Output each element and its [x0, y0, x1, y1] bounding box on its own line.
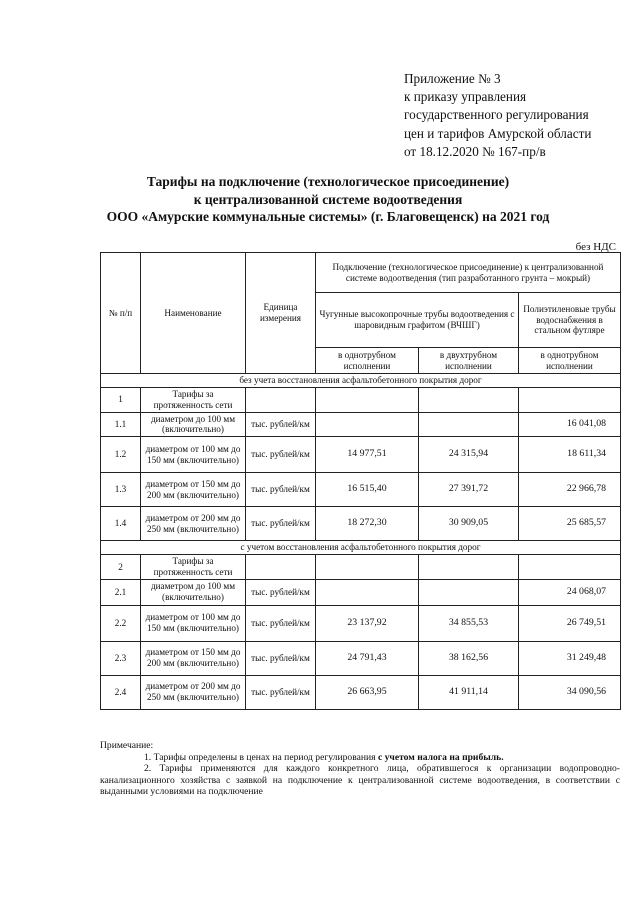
row-value-single-cast: [316, 412, 419, 437]
row-num: 2.1: [101, 579, 141, 605]
row-name: диаметром до 100 мм (включительно): [141, 412, 246, 437]
table-row: [101, 507, 621, 541]
table-row: [101, 388, 621, 413]
document-title: [88, 173, 568, 226]
row-name: диаметром от 150 мм до 200 мм (включительно): [141, 473, 246, 507]
table-row: [101, 605, 621, 641]
row-value-double-cast: [419, 579, 519, 605]
row-value-single-cast: 26 663,95: [316, 675, 419, 709]
table-row: [101, 437, 621, 473]
row-num: 2.2: [101, 605, 141, 641]
table-row: [101, 473, 621, 507]
row-unit: тыс. рублей/км: [246, 641, 316, 675]
row-unit: тыс. рублей/км: [246, 675, 316, 709]
header-connection-group: Подключение (технологическое присоединение) к централизованной системе водоотведения (тип разработанного грунта – мокрый): [316, 253, 621, 293]
row-value-single-cast: 18 272,30: [316, 507, 419, 541]
row-value-double-cast: [419, 555, 519, 580]
row-value-single-pe: 25 685,57: [519, 507, 621, 541]
row-value-single-cast: 16 515,40: [316, 473, 419, 507]
row-value-double-cast: 41 911,14: [419, 675, 519, 709]
header-unit: Единица измерения: [246, 253, 316, 374]
row-unit: тыс. рублей/км: [246, 507, 316, 541]
row-num: 1.4: [101, 507, 141, 541]
row-value-single-pe: 34 090,56: [519, 675, 621, 709]
row-value-double-cast: 34 855,53: [419, 605, 519, 641]
row-value-single-pe: [519, 555, 621, 580]
row-value-double-cast: [419, 412, 519, 437]
note-2: 2. Тарифы применяются для каждого конкретного лица, обратившегося к организации водопроводно-канализационного хозяйства с заявкой на подключение к централизованной системе водоотведения, в соответствии с выданными условиями на подключение: [100, 763, 620, 798]
row-value-double-cast: 38 162,56: [419, 641, 519, 675]
header-double: в двухтрубном исполнении: [419, 348, 519, 374]
note-1: [100, 752, 620, 764]
row-num: 1.2: [101, 437, 141, 473]
row-value-single-pe: 24 068,07: [519, 579, 621, 605]
row-value-double-cast: 24 315,94: [419, 437, 519, 473]
title-line-2: к централизованной системе водоотведения: [193, 191, 463, 207]
row-value-single-cast: [316, 388, 419, 413]
section-label-2: с учетом восстановления асфальтобетонного покрытия дорог: [101, 541, 621, 555]
row-value-single-cast: [316, 579, 419, 605]
row-value-double-cast: [419, 388, 519, 413]
row-num: 1.3: [101, 473, 141, 507]
row-value-single-cast: 23 137,92: [316, 605, 419, 641]
table-row: [101, 412, 621, 437]
row-unit: тыс. рублей/км: [246, 473, 316, 507]
section-row-1: [101, 374, 621, 388]
row-num: 1.1: [101, 412, 141, 437]
row-value-single-pe: 18 611,34: [519, 437, 621, 473]
section-row-2: [101, 541, 621, 555]
row-value-double-cast: 27 391,72: [419, 473, 519, 507]
appendix-line-1: Приложение № 3: [404, 71, 501, 86]
row-name: диаметром от 100 мм до 150 мм (включительно): [141, 605, 246, 641]
appendix-line-4: цен и тарифов Амурской области: [404, 125, 592, 141]
row-name: Тарифы за протяженность сети: [141, 388, 246, 413]
row-value-single-cast: [316, 555, 419, 580]
row-name: диаметром от 150 мм до 200 мм (включительно): [141, 641, 246, 675]
header-num: № п/п: [101, 253, 141, 374]
header-cast-iron: Чугунные высокопрочные трубы водоотведения с шаровидным графитом (ВЧШГ): [316, 293, 519, 348]
row-value-single-pe: 16 041,08: [519, 412, 621, 437]
row-name: Тарифы за протяженность сети: [141, 555, 246, 580]
appendix-line-2: к приказу управления: [404, 89, 527, 105]
row-num: 1: [101, 388, 141, 413]
appendix-line-3: государственного регулирования: [404, 107, 589, 123]
row-name: диаметром до 100 мм (включительно): [141, 579, 246, 605]
row-value-single-pe: 31 249,48: [519, 641, 621, 675]
table-row: [101, 641, 621, 675]
title-line-1: Тарифы на подключение (технологическое присоединение): [146, 174, 510, 189]
row-num: 2.4: [101, 675, 141, 709]
row-unit: тыс. рублей/км: [246, 605, 316, 641]
appendix-line-5: от 18.12.2020 № 167-пр/в: [404, 143, 546, 159]
notes-heading: Примечание:: [100, 740, 154, 751]
row-name: диаметром от 200 мм до 250 мм (включительно): [141, 675, 246, 709]
row-unit: тыс. рублей/км: [246, 437, 316, 473]
header-name: Наименование: [141, 253, 246, 374]
row-unit: [246, 388, 316, 413]
row-value-double-cast: 30 909,05: [419, 507, 519, 541]
row-value-single-cast: 14 977,51: [316, 437, 419, 473]
row-num: 2: [101, 555, 141, 580]
title-line-3: ООО «Амурские коммунальные системы» (г. Благовещенск) на 2021 год: [106, 209, 550, 224]
row-unit: тыс. рублей/км: [246, 412, 316, 437]
section-label-1: без учета восстановления асфальтобетонного покрытия дорог: [101, 374, 621, 388]
note-1-text: 1. Тарифы определены в ценах на период регулирования: [144, 751, 376, 763]
row-value-single-pe: 22 966,78: [519, 473, 621, 507]
table-row: [101, 579, 621, 605]
header-single-2: в однотрубном исполнении: [519, 348, 621, 374]
row-name: диаметром от 200 мм до 250 мм (включительно): [141, 507, 246, 541]
row-value-single-pe: [519, 388, 621, 413]
header-single-1: в однотрубном исполнении: [316, 348, 419, 374]
row-value-single-pe: 26 749,51: [519, 605, 621, 641]
table-row: [101, 555, 621, 580]
row-value-single-cast: 24 791,43: [316, 641, 419, 675]
row-num: 2.3: [101, 641, 141, 675]
tariff-table: [100, 252, 621, 710]
row-unit: тыс. рублей/км: [246, 579, 316, 605]
notes-block: [100, 740, 620, 798]
appendix-block: [404, 70, 591, 161]
vat-note: без НДС: [575, 241, 616, 253]
row-name: диаметром от 100 мм до 150 мм (включительно): [141, 437, 246, 473]
table-row: [101, 675, 621, 709]
note-1-bold: с учетом налога на прибыль.: [377, 751, 504, 763]
header-polyethylene: Полиэтиленовые трубы водоснабжения в стальном футляре: [519, 293, 621, 348]
row-unit: [246, 555, 316, 580]
